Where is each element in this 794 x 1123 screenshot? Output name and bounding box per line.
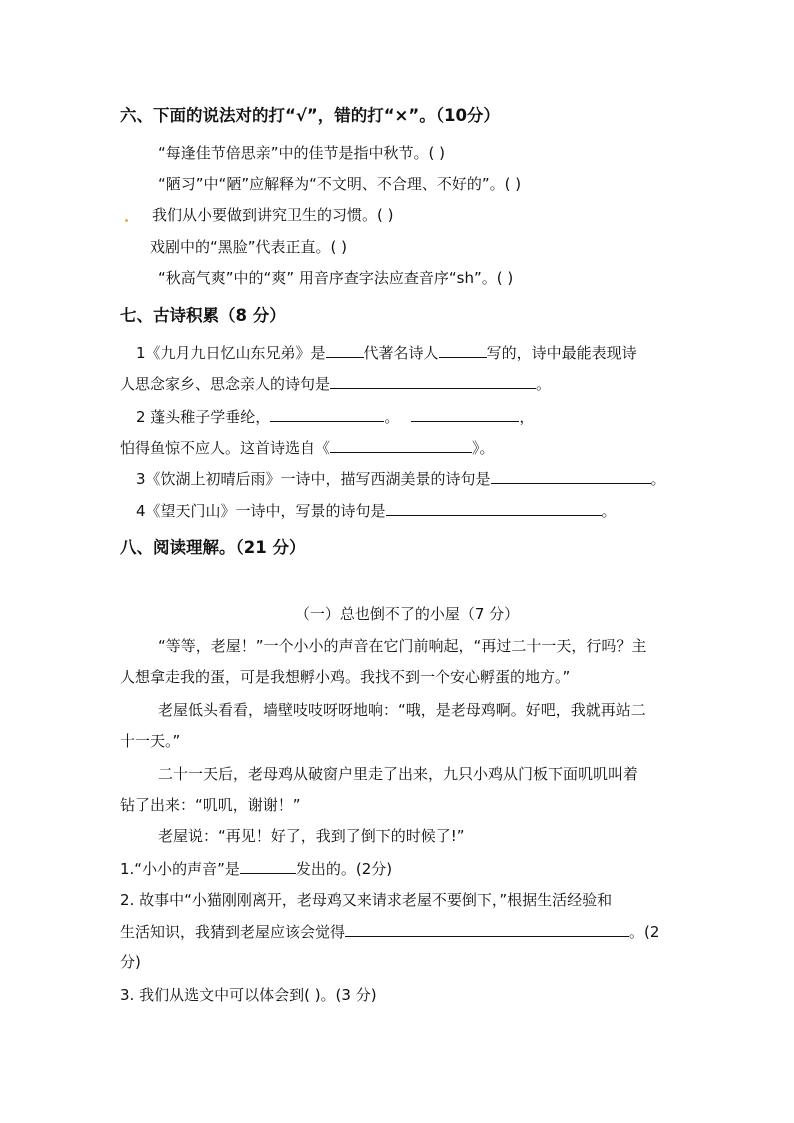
section6-item-2: “陋习”中“陋”应解释为“不文明、不合理、不好的”。( ) (158, 175, 522, 193)
passage-p3-line1: 二十一天后，老母鸡从破窗户里走了出来，九只小鸡从门板下面叽叽叫着 (158, 765, 639, 783)
passage-p2-line1: 老屋低头看看，墙壁吱吱呀呀地响：“哦，是老母鸡啊。好吧，我就再站二 (158, 701, 646, 719)
q2-text-b: 。 (384, 408, 400, 426)
reading-q1-text-b: 发出的。(2分) (295, 860, 393, 878)
passage-title: （一）总也倒不了的小屋（7 分） (294, 605, 520, 623)
q1-blank-poet[interactable] (439, 342, 487, 358)
reading-q2-text-b: 。(2 (629, 923, 660, 941)
q4-end: 。 (601, 502, 617, 520)
q2-blank-1[interactable] (270, 406, 384, 422)
section8-heading: 八、阅读理解。（21 分） (120, 538, 306, 557)
reading-q2-line1: 2. 故事中“小猫刚刚离开，老母鸡又来请求老屋不要倒下，”根据生活经验和 (120, 891, 613, 909)
section6-item-4: 戏剧中的“黑脸”代表正直。( ) (150, 238, 348, 256)
q1-blank-verse[interactable] (330, 373, 536, 389)
q3-blank[interactable] (491, 468, 651, 484)
q4-text-a: 4《望天门山》一诗中，写景的诗句是 (136, 502, 386, 520)
reading-q2-line3: 分) (120, 953, 141, 971)
q1-end: 。 (536, 375, 552, 393)
section7-heading: 七、古诗积累（8 分） (120, 306, 286, 325)
q1-text-c: 写的，诗中最能表现诗 (486, 344, 637, 362)
section7-q1-line1 (136, 342, 637, 363)
reading-q3: 3. 我们从选文中可以体会到( )。(3 分) (120, 986, 377, 1004)
section7-q4 (136, 500, 617, 521)
q3-end: 。 (650, 470, 666, 488)
reading-q2-text-a: 生活知识，我猜到老屋应该会觉得 (120, 923, 346, 941)
q3-text-a: 3《饮湖上初晴后雨》一诗中，描写西湖美景的诗句是 (136, 470, 491, 488)
q1-text-a: 1《九月九日忆山东兄弟》是 (136, 344, 326, 362)
q2-text-c: ， (519, 408, 535, 426)
reading-q2-line2 (120, 921, 659, 942)
q2-blank-source[interactable] (330, 437, 472, 453)
section7-q2-line2 (120, 437, 495, 458)
section7-q1-line2 (120, 373, 551, 394)
passage-p3-line2: 钻了出来：“叽叽，谢谢！” (120, 796, 301, 814)
reading-q1 (120, 858, 392, 879)
q1-blank-dynasty[interactable] (326, 342, 364, 358)
q4-blank[interactable] (386, 500, 602, 516)
q2-end: 》。 (472, 439, 495, 457)
q1-text-b: 代著名诗人 (363, 344, 439, 362)
q2-blank-2[interactable] (411, 406, 519, 422)
passage-p4-line1: 老屋说：“再见！好了，我到了倒下的时候了!” (158, 827, 465, 845)
passage-p1-line1: “等等，老屋！”一个小小的声音在它门前响起，“再过二十一天，行吗？主 (158, 637, 647, 655)
section7-q3 (136, 468, 666, 489)
reading-q1-blank[interactable] (240, 858, 296, 874)
section7-q2-line1 (136, 406, 534, 427)
q2-text-d: 怕得鱼惊不应人。这首诗选自《 (120, 439, 331, 457)
passage-p1-line2: 人想拿走我的蛋，可是我想孵小鸡。我找不到一个安心孵蛋的地方。” (120, 668, 571, 686)
q2-text-a: 2 蓬头稚子学垂纶， (136, 408, 271, 426)
decorative-dot (125, 219, 128, 222)
section6-item-1: “每逢佳节倍思亲”中的佳节是指中秋节。( ) (158, 144, 446, 162)
passage-p2-line2: 十一天。” (120, 732, 181, 750)
q1-text-d: 人思念家乡、思念亲人的诗句是 (120, 375, 331, 393)
section6-item-5: “秋高气爽”中的“爽” 用音序查字法应查音序“sh”。( ) (158, 269, 514, 287)
reading-q1-text-a: 1.“小小的声音”是 (120, 860, 240, 878)
reading-q2-blank[interactable] (345, 921, 629, 937)
section6-item-3: 我们从小要做到讲究卫生的习惯。( ) (152, 206, 394, 224)
section6-heading: 六、下面的说法对的打“√”，错的打“×”。（10分） (120, 106, 500, 125)
